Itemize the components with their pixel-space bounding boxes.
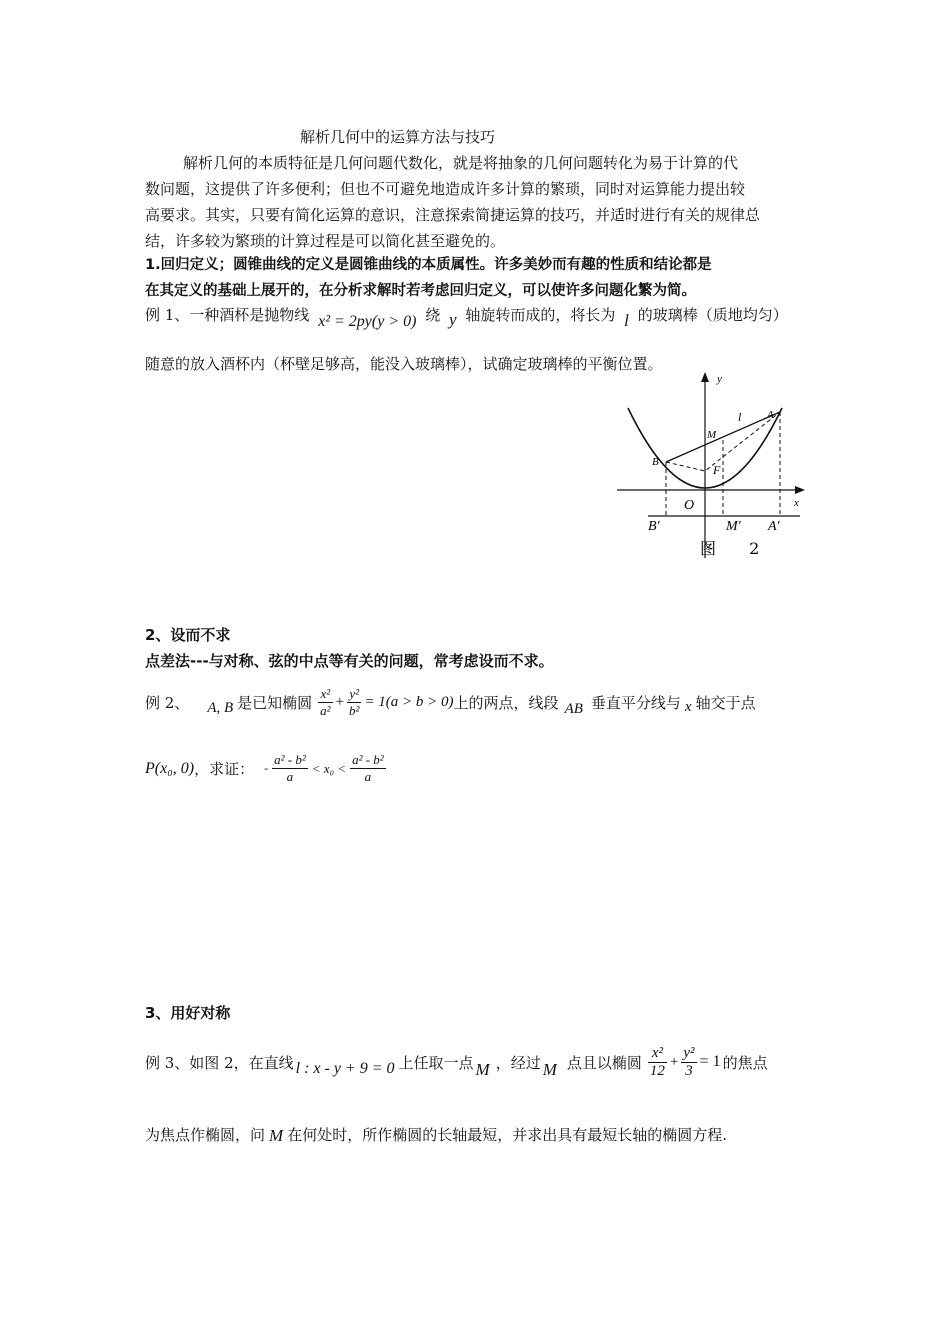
example-text: ，求证： bbox=[194, 760, 255, 778]
point-m: M bbox=[269, 1126, 284, 1145]
frac-num: y² bbox=[347, 686, 361, 703]
frac-den: a bbox=[364, 769, 372, 784]
inequality-middle: < x₀ < bbox=[311, 760, 347, 776]
fraction-x-over-a bbox=[318, 686, 332, 719]
example-text: 轴交于点 bbox=[695, 694, 756, 712]
fraction-x-over-12 bbox=[648, 1045, 667, 1080]
example-text: 在何处时，所作椭圆的长轴最短，并求出具有最短长轴的椭圆方程. bbox=[287, 1125, 727, 1144]
intro-line: 结，许多较为繁琐的计算过程是可以简化甚至避免的。 bbox=[145, 232, 506, 250]
frac-den: 3 bbox=[685, 1062, 693, 1079]
parabola-formula: x² = 2py(y > 0) bbox=[318, 313, 417, 330]
example-text: 例 2、 bbox=[145, 694, 190, 712]
var-y: y bbox=[449, 310, 457, 329]
figure-caption: 图 2 bbox=[700, 539, 774, 558]
frac-den: 12 bbox=[649, 1062, 665, 1079]
frac-num: a² - b² bbox=[274, 752, 306, 767]
section3-heading: 3、用好对称 bbox=[145, 1004, 231, 1022]
example-text: 绕 bbox=[425, 306, 441, 324]
label-x: x bbox=[794, 497, 799, 509]
example1-line2: 随意的放入酒杯内（杯壁足够高，能没入玻璃棒），试确定玻璃棒的平衡位置。 bbox=[145, 355, 663, 373]
example2-line1: 例 2、 A, B 是已知椭圆 $\frac{\text{x²}}{\text{a²}}$ + $\frac{\text{y²}}{\text{b²}}$ = 1(a > b > 0) 上的两点，线段 AB 垂直平分线与 x 轴交于点 bbox=[145, 686, 756, 718]
intro-line: 数问题，这提供了许多便利；但也不可避免地造成许多计算的繁琐，同时对运算能力提出较 bbox=[145, 180, 746, 198]
ellipse-condition: = 1(a > b > 0) bbox=[364, 694, 454, 710]
label-a: A bbox=[767, 409, 774, 421]
intro-paragraph bbox=[145, 150, 809, 254]
point-m: M bbox=[475, 1060, 490, 1079]
label-origin: O bbox=[684, 498, 695, 513]
example-text: 例 1、一种酒杯是抛物线 bbox=[145, 306, 310, 324]
fraction-y-over-3 bbox=[681, 1045, 696, 1080]
minus-sign: - bbox=[264, 761, 269, 775]
example-text: 的焦点 bbox=[722, 1053, 768, 1072]
y-axis-arrow bbox=[701, 372, 709, 382]
section2-subheading: 点差法---与对称、弦的中点等有关的问题，常考虑设而不求。 bbox=[145, 652, 554, 670]
example-text: 的玻璃棒（质地均匀） bbox=[637, 306, 788, 324]
example-text: 上的两点，线段 bbox=[453, 694, 559, 712]
segment-ab: AB bbox=[564, 701, 583, 717]
label-y: y bbox=[717, 373, 722, 385]
frac-num: a² - b² bbox=[352, 752, 384, 767]
fraction-y-over-b bbox=[347, 686, 361, 719]
frac-den: a bbox=[286, 769, 294, 784]
heading-line: 在其定义的基础上展开的，在分析求解时若考虑回归定义，可以使许多问题化繁为简。 bbox=[145, 283, 696, 299]
frac-den: a² bbox=[320, 703, 331, 718]
example-text: 例 3、如图 2，在直线 bbox=[145, 1053, 294, 1072]
equals-one: = 1 bbox=[699, 1053, 721, 1070]
example3-line2 bbox=[145, 1122, 727, 1146]
label-m-prime: M′ bbox=[726, 519, 741, 534]
label-a-prime: A′ bbox=[768, 519, 780, 534]
example-text: ，经过 bbox=[495, 1053, 541, 1072]
section2-heading: 2、设而不求 bbox=[145, 626, 231, 644]
var-ab: A, B bbox=[207, 700, 234, 716]
label-l: l bbox=[738, 410, 742, 424]
page-title: 解析几何中的运算方法与技巧 bbox=[300, 128, 496, 146]
label-b: B bbox=[652, 456, 659, 468]
example-text: 垂直平分线与 bbox=[590, 694, 681, 712]
parabola-figure bbox=[612, 368, 812, 568]
example-text: 点且以椭圆 bbox=[566, 1053, 642, 1072]
example2-line2 bbox=[145, 752, 386, 785]
frac-num: x² bbox=[648, 1045, 667, 1063]
var-x: x bbox=[684, 699, 692, 715]
example-text: 是已知椭圆 bbox=[237, 694, 313, 712]
example1-line1 bbox=[145, 304, 788, 330]
example-text: 轴旋转而成的，将长为 bbox=[465, 306, 616, 324]
frac-num: x² bbox=[318, 686, 332, 703]
example-text: 上任取一点 bbox=[398, 1053, 474, 1072]
frac-num: y² bbox=[683, 1044, 695, 1061]
example3-line1: 例 3、如图 2，在直线 l : x - y + 9 = 0 上任取一点 M ，经过 M 点且以椭圆 $\frac{\text{x²}}{12}$ + $\frac{\text{y²}}{3}$ = 1 的焦点 bbox=[145, 1044, 768, 1079]
fraction-left bbox=[272, 752, 308, 785]
intro-line: 高要求。其实，只要有简化运算的意识，注意探索简捷运算的技巧，并适时进行有关的规律总 bbox=[145, 206, 761, 224]
line-equation: l : x - y + 9 = 0 bbox=[295, 1060, 395, 1077]
frac-den: b² bbox=[349, 703, 360, 718]
heading-line: 1.回归定义；圆锥曲线的定义是圆锥曲线的本质属性。许多美妙而有趣的性质和结论都是 bbox=[145, 257, 712, 273]
example-text: 为焦点作椭圆，问 bbox=[145, 1125, 266, 1144]
var-l: l bbox=[624, 311, 629, 330]
point-m: M bbox=[542, 1060, 557, 1079]
fraction-right bbox=[350, 752, 386, 785]
label-f: F bbox=[713, 463, 721, 477]
section1-heading bbox=[145, 252, 809, 304]
x-axis-arrow bbox=[795, 486, 805, 494]
label-b-prime: B′ bbox=[648, 519, 660, 534]
point-p: P(x₀, 0) bbox=[145, 759, 195, 777]
intro-line: 解析几何的本质特征是几何问题代数化，就是将抽象的几何问题转化为易于计算的代 bbox=[183, 154, 739, 172]
label-m: M bbox=[707, 429, 717, 441]
